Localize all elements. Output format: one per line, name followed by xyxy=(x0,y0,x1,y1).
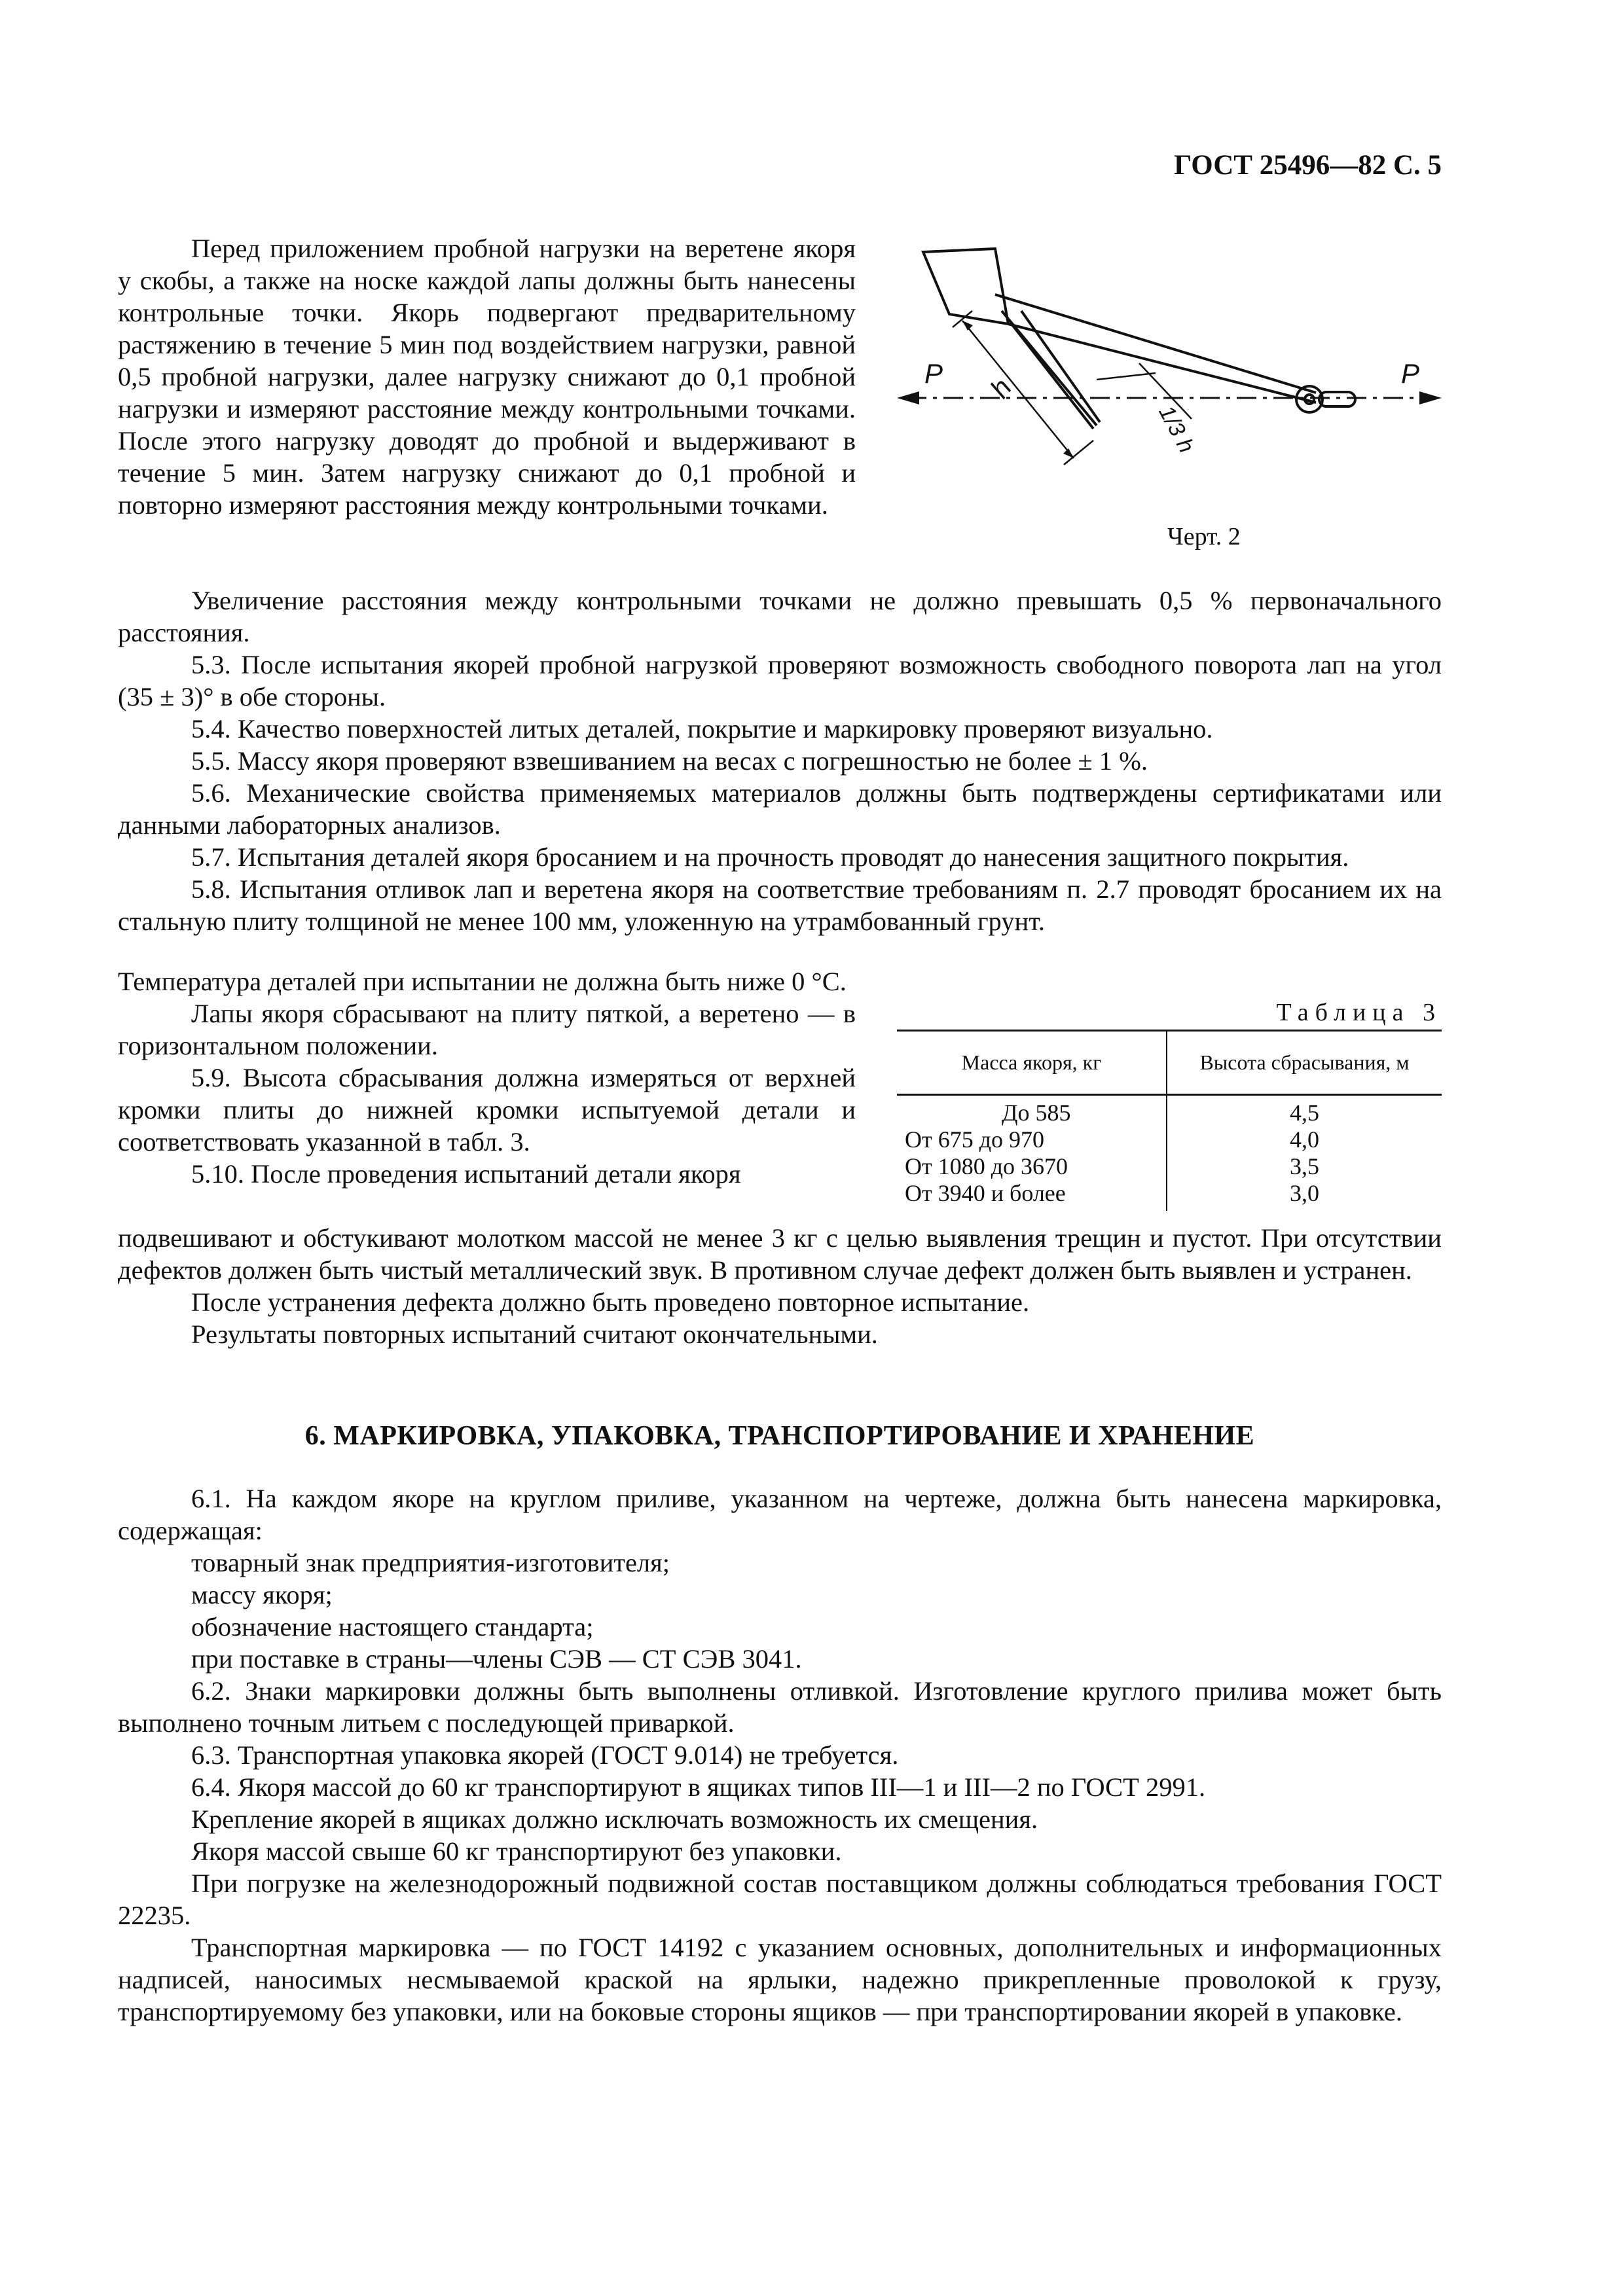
dim-h xyxy=(962,321,1074,458)
list-item: при поставке в страны—члены СЭВ — СТ СЭВ 3041. xyxy=(191,1644,802,1674)
paragraph: После устранения дефекта должно быть проведено повторное испытание. xyxy=(191,1287,1030,1317)
paragraph: 5.7. Испытания деталей якоря бросанием и на прочность проводят до нанесения защитного покрытия. xyxy=(191,842,1349,872)
col-header-height: Высота сбрасывания, м xyxy=(1166,1031,1442,1094)
table-title: Таблица 3 xyxy=(1276,999,1442,1026)
paragraph: Крепление якорей в ящиках должно исключать возможность их смещения. xyxy=(191,1804,1038,1834)
table-cell: От 3940 и более xyxy=(905,1180,1066,1206)
list-item: товарный знак предприятия-изготовителя; xyxy=(191,1548,670,1577)
narrow-block-1 xyxy=(118,232,856,521)
ring-tab xyxy=(1319,392,1355,406)
paragraph: 6.1. На каждом якоре на круглом приливе, указанном на чертеже, должна быть нанесена маркировка, содержащая: xyxy=(118,1484,1442,1545)
label-p-right: P xyxy=(1401,358,1420,389)
paragraph: 5.8. Испытания отливок лап и веретена якоря на соответствие требованиям п. 2.7 проводят бросанием их на стальную плиту толщиной не менее 100 мм, уложенную на утрамбованный грунт. xyxy=(118,874,1442,936)
table-body xyxy=(897,1096,1442,1211)
table-cell: 3,0 xyxy=(1290,1180,1319,1206)
anchor-drawing xyxy=(897,232,1442,553)
paragraph: При погрузке на железнодорожный подвижной состав поставщиком должны соблюдаться требования ГОСТ 22235. xyxy=(118,1869,1442,1930)
table-cell: 3,5 xyxy=(1290,1153,1319,1179)
drop-height-table xyxy=(897,1030,1442,1211)
full-block-2 xyxy=(118,1222,1442,1350)
arrow-left xyxy=(897,391,919,404)
section-title: 6. МАРКИРОВКА, УПАКОВКА, ТРАНСПОРТИРОВАНИЕ И ХРАНЕНИЕ xyxy=(304,1421,1255,1451)
col-header-mass: Масса якоря, кг xyxy=(961,1050,1102,1074)
paragraph: подвешивают и обстукивают молотком массой не менее 3 кг с целью выявления трещин и пустот. При отсутствии дефектов должен быть чистый металлический звук. В противном случае дефект должен быть выявлен и устранен. xyxy=(118,1223,1442,1285)
paragraph: 6.2. Знаки маркировки должны быть выполнены отливкой. Изготовление круглого прилива может быть выполнено точным литьем с последующей приваркой. xyxy=(118,1676,1442,1738)
paragraph: 5.4. Качество поверхностей литых деталей, покрытие и маркировку проверяют визуально. xyxy=(191,714,1213,744)
arrow-right xyxy=(1419,391,1442,404)
paragraph: Перед приложением пробной нагрузки на веретене якоря у скобы, а также на носке каждой лапы должны быть нанесены контрольные точки. Якорь подвергают предварительному растяжению в течение 5 мин под воздействием нагрузки, равной 0,5 пробной нагрузки, далее нагрузку снижают до 0,1 пробной нагрузки и измеряют расстояние между контрольными точками. После этого нагрузку доводят до пробной и выдерживают в течение 5 мин. Затем нагрузку снижают до 0,1 пробной и повторно измеряют расстояния между контрольными точками. xyxy=(118,234,856,520)
arrow-h-top xyxy=(962,321,973,331)
narrow-block-2 xyxy=(118,965,856,1190)
paragraph: 5.5. Массу якоря проверяют взвешиванием на весах с погрешностью не более ± 1 %. xyxy=(191,746,1148,776)
arrow-h-bottom xyxy=(1063,448,1074,458)
col-mass xyxy=(897,1096,1166,1211)
table-cell: 4,5 xyxy=(1290,1100,1319,1126)
paragraph: 5.10. После проведения испытаний детали якоря xyxy=(191,1159,741,1189)
paragraph: Транспортная маркировка — по ГОСТ 14192 с указанием основных, дополнительных и информационных надписей, наносимых несмываемой краской на ярлыки, надежно прикрепленные проволокой к грузу, транспортируемому без упаковки, или на боковые стороны ящиков — при транспортировании якорей в упаковке. xyxy=(118,1933,1442,2026)
paragraph: 5.6. Механические свойства применяемых материалов должны быть подтверждены сертификатами или данными лабораторных анализов. xyxy=(118,778,1442,840)
paragraph: 6.3. Транспортная упаковка якорей (ГОСТ 9.014) не требуется. xyxy=(191,1740,899,1770)
paragraph: Температура деталей при испытании не должна быть ниже 0 °С. xyxy=(118,967,847,996)
paragraph: Результаты повторных испытаний считают окончательными. xyxy=(191,1319,878,1349)
table-cell: От 1080 до 3670 xyxy=(905,1153,1068,1179)
paragraph: Увеличение расстояния между контрольными точками не должно превышать 0,5 % первоначального расстояния. xyxy=(118,586,1442,647)
list-item: массу якоря; xyxy=(191,1580,333,1609)
shank-lower xyxy=(1008,324,1316,403)
section-6 xyxy=(118,1420,1442,2028)
table-cell: От 675 до 970 xyxy=(905,1126,1045,1153)
label-h: h xyxy=(983,372,1018,404)
full-block-1 xyxy=(118,584,1442,937)
fluke-right xyxy=(1021,311,1100,422)
table-cell: 4,0 xyxy=(1290,1126,1319,1153)
fluke-head xyxy=(923,249,1008,324)
list-item: обозначение настоящего стандарта; xyxy=(191,1612,594,1641)
col-height xyxy=(1166,1096,1442,1211)
label-p-left: P xyxy=(924,358,943,389)
paragraph: Якоря массой свыше 60 кг транспортируют без упаковки. xyxy=(191,1837,842,1866)
figure-caption: Черт. 2 xyxy=(1167,523,1241,550)
paragraph: 5.9. Высота сбрасывания должна измеряться от верхней кромки плиты до нижней кромки испытуемой детали и соответствовать указанной в табл. 3. xyxy=(118,1063,856,1157)
label-third-h: 1/3 h xyxy=(1154,401,1199,457)
fluke-mid xyxy=(1012,324,1093,429)
table-cell: До 585 xyxy=(1002,1100,1071,1126)
page-header: ГОСТ 25496—82 С. 5 xyxy=(1173,150,1442,181)
table-header xyxy=(897,1030,1442,1096)
paragraph: 5.3. После испытания якорей пробной нагрузкой проверяют возможность свободного поворота лап на угол (35 ± 3)° в обе стороны. xyxy=(118,650,1442,711)
paragraph: Лапы якоря сбрасывают на плиту пяткой, а веретено — в горизонтальном положении. xyxy=(118,999,856,1060)
dim-third-ext xyxy=(1097,373,1156,380)
paragraph: 6.4. Якоря массой до 60 кг транспортируют в ящиках типов III—1 и III—2 по ГОСТ 2991. xyxy=(191,1772,1206,1802)
